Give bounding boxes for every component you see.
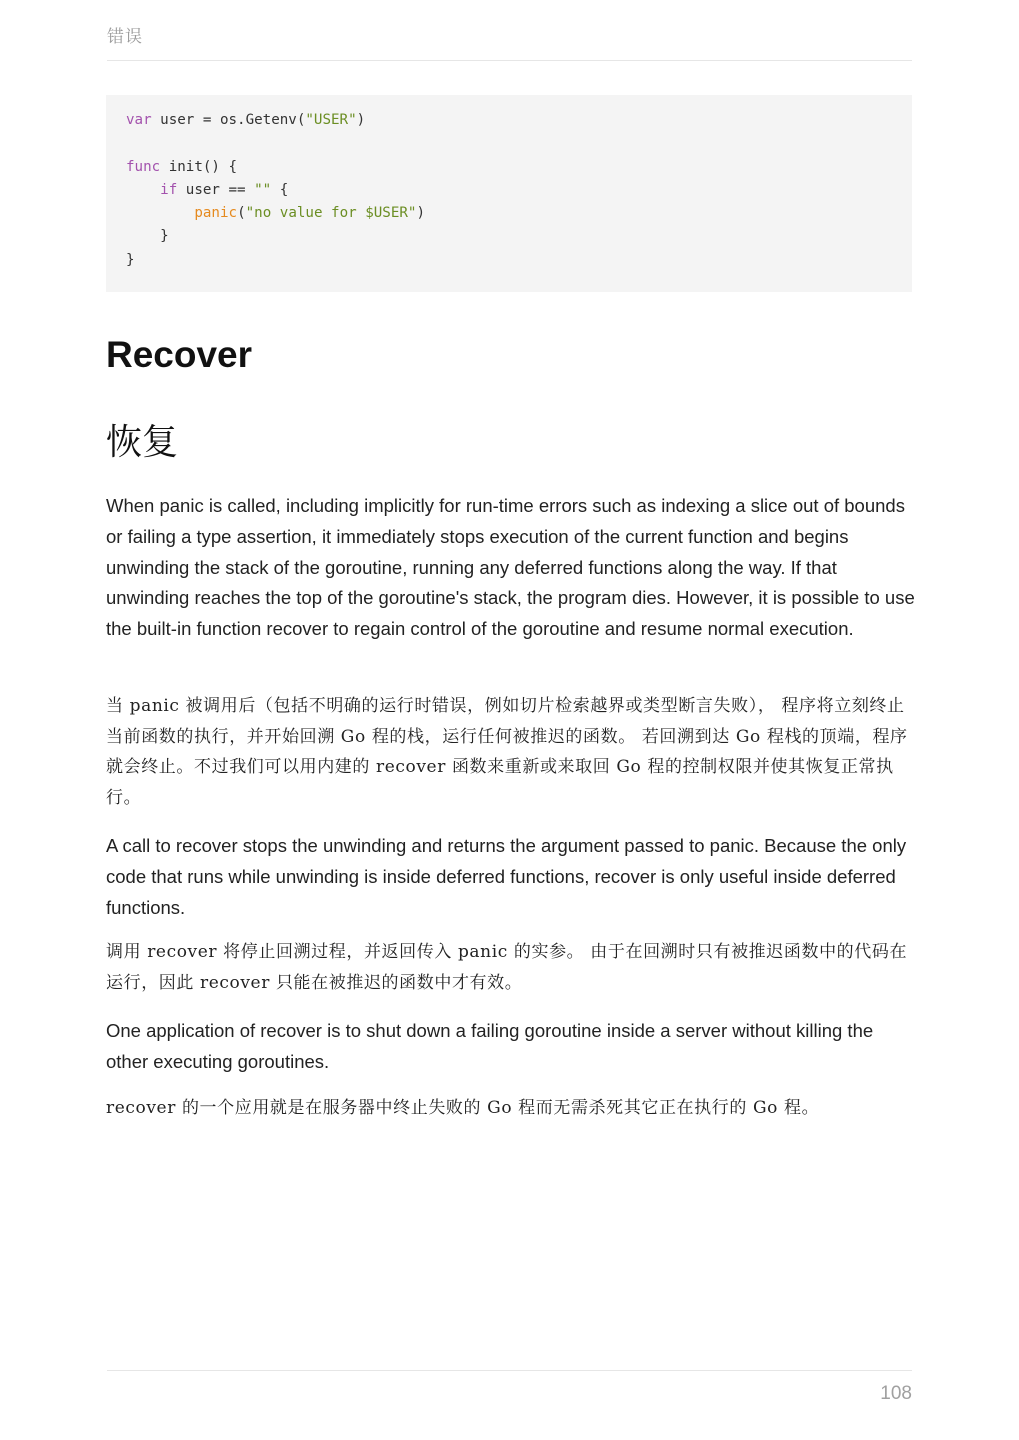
code-string: "USER" [305, 112, 357, 128]
running-header: 错误 [107, 27, 143, 47]
code-keyword: var [126, 112, 152, 128]
code-indent [126, 205, 194, 221]
paragraph-en-2: A call to recover stops the unwinding and returns the argument passed to panic. Because the only code that runs while unwinding is inside deferred functions, recover is only useful inside deferred functions. [106, 835, 907, 918]
paragraph-zh-1: 当 panic 被调用后（包括不明确的运行时错误，例如切片检索越界或类型断言失败）， 程序将立刻终止当前函数的执行，并开始回溯 Go 程的栈，运行任何被推迟的函数。 若回溯到达 Go 程栈的顶端，程序就会终止。不过我们可以用内建的 recover 函数来重新或来取回 Go 程的控制权限并使其恢复正常执行。 [106, 696, 908, 808]
code-string: "no value for $USER" [245, 205, 417, 222]
code-text: user = os.Getenv( [151, 112, 306, 128]
paragraph-zh-3: recover 的一个应用就是在服务器中终止失败的 Go 程而无需杀死其它正在执行的 Go 程。 [106, 1098, 820, 1118]
code-text: ) [356, 112, 366, 128]
code-string: "" [254, 181, 272, 198]
code-text: ) [416, 205, 425, 222]
code-keyword: func [126, 158, 161, 175]
code-line-blank [126, 132, 892, 155]
paragraph-en-1: When panic is called, including implicitly for run-time errors such as indexing a slice out of bounds or failing a type assertion, it immediately stops execution of the current function and begins unwinding the stack of the goroutine, running any deferred functions along the way. If that unwinding reaches the top of the goroutine's stack, the program dies. However, it is possible to use the built-in function recover to regain control of the goroutine and resume normal execution. [106, 495, 915, 640]
code-indent [126, 182, 160, 198]
code-text: { [271, 181, 289, 198]
code-text: user == [177, 181, 255, 198]
code-line: } [126, 228, 169, 245]
code-line [126, 156, 892, 179]
code-block [106, 95, 912, 292]
code-text: ( [237, 205, 246, 222]
section-title-zh: 恢复 [106, 422, 179, 463]
section-title: Recover [106, 334, 253, 375]
code-keyword: if [160, 181, 178, 198]
paragraph-en-3: One application of recover is to shut down a failing goroutine inside a server without killing the other executing goroutines. [106, 1020, 874, 1072]
code-line: } [126, 251, 135, 268]
code-line [126, 109, 892, 132]
code-builtin: panic [194, 205, 238, 222]
code-line [126, 202, 892, 225]
code-text: init() { [160, 158, 238, 175]
paragraph-zh-2: 调用 recover 将停止回溯过程，并返回传入 panic 的实参。 由于在回溯时只有被推迟函数中的代码在运行，因此 recover 只能在被推迟的函数中才有效。 [106, 942, 908, 993]
header-divider [107, 60, 912, 61]
page-number: 108 [880, 1383, 912, 1404]
code-line [126, 179, 892, 202]
footer-divider [107, 1370, 912, 1371]
